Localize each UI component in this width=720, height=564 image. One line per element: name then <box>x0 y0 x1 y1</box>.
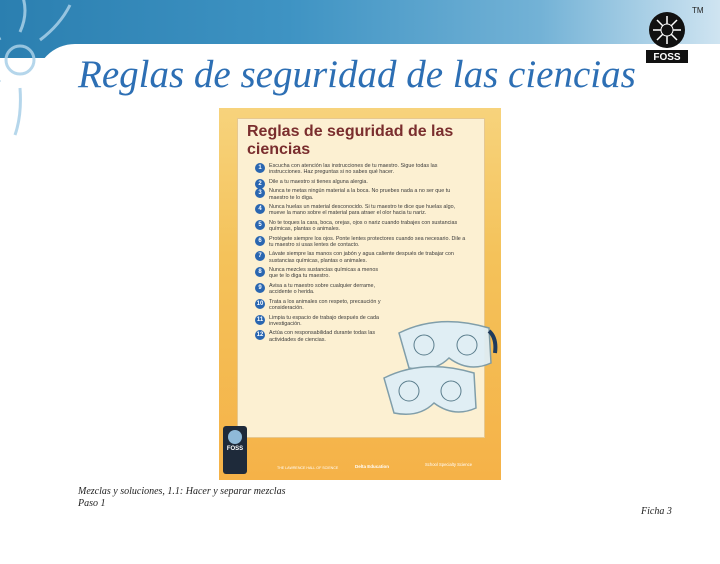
lawrence-hall-logo <box>277 466 339 470</box>
rule-item <box>255 299 384 312</box>
rule-text: Protégete siempre los ojos. Ponte lentes protectores cuando sea necesario. Dile a tu maestro si usas lentes de contacto. <box>269 235 466 248</box>
footer-caption-line1: Mezclas y soluciones, 1.1: Hacer y separar mezclas <box>78 486 286 497</box>
school-specialty-logo <box>425 462 473 467</box>
rule-item <box>255 283 384 296</box>
footer-caption <box>78 486 285 510</box>
poster-title: Reglas de seguridad de las ciencias <box>247 123 454 158</box>
rule-item <box>255 330 384 343</box>
rule-number-badge: 11 <box>256 316 264 323</box>
rule-item <box>255 179 467 185</box>
poster-footer <box>219 438 501 480</box>
rule-item <box>255 251 467 264</box>
safety-poster <box>219 108 501 480</box>
rule-text: Limpia tu espacio de trabajo después de cada investigación. <box>269 314 379 327</box>
page-title: Reglas de seguridad de las ciencias <box>78 53 636 96</box>
rule-text: Actúa con responsabilidad durante todas las actividades de ciencias. <box>269 330 376 343</box>
rule-text: Lávate siempre las manos con jabón y agua caliente después de trabajar con sustancias químicas, plantas o animales. <box>269 251 454 264</box>
rule-number-badge: 8 <box>255 267 265 277</box>
rule-text: Escucha con atención las instrucciones de tu maestro. Sigue todas las instrucciones. Haz preguntas si no sabes qué hacer. <box>269 163 438 176</box>
rule-number-badge: 6 <box>255 236 265 246</box>
rule-text: Avisa a tu maestro sobre cualquier derrame, accidente o herida. <box>269 282 375 296</box>
rule-number-badge: 4 <box>255 204 265 214</box>
rule-item <box>255 236 467 249</box>
lawrence-hall-text: THE LAWRENCE HALL OF SCIENCE <box>277 466 339 470</box>
rule-item <box>255 315 384 328</box>
rule-item <box>255 163 467 176</box>
rule-text: Nunca te metas ningún material a la boca. No pruebes nada a no ser que tu maestro te lo diga. <box>269 188 451 201</box>
foss-seal-icon <box>223 426 247 474</box>
rule-item <box>255 267 384 280</box>
rule-item <box>255 220 467 233</box>
logo-text: FOSS <box>653 52 681 63</box>
rule-number-badge: 1 <box>255 163 265 173</box>
rule-number-badge: 9 <box>255 283 265 293</box>
rule-number-badge: 12 <box>256 332 264 339</box>
trademark-label: TM <box>692 6 704 15</box>
school-specialty-text: School Specialty Science <box>425 462 473 467</box>
rule-item <box>255 204 467 217</box>
rule-text: No te toques la cara, boca, orejas, ojos o nariz cuando trabajes con sustancias químicas, plantas o animales. <box>269 219 458 233</box>
rule-number-badge: 5 <box>255 220 265 230</box>
rule-text: Trata a los animales con respeto, precaución y consideración. <box>269 298 381 312</box>
foss-logo-icon <box>644 8 690 64</box>
rule-item <box>255 188 467 201</box>
page-label: Ficha 3 <box>641 506 672 517</box>
rule-number-badge: 3 <box>255 188 265 198</box>
safety-goggles-icon <box>379 303 499 423</box>
delta-education-text: Delta Education <box>355 464 390 469</box>
rule-number-badge: 7 <box>255 251 265 261</box>
rule-number-badge: 10 <box>256 300 264 307</box>
delta-education-logo <box>355 464 389 469</box>
footer-caption-line2: Paso 1 <box>78 498 106 509</box>
rule-text: Nunca huelas un material desconocido. Si tu maestro te dice que huelas algo, mueve la mano sobre el material para atraer el olor hacia tu nariz. <box>269 204 456 217</box>
rule-text: Dile a tu maestro si tienes alguna alergia. <box>269 178 368 185</box>
rule-text: Nunca mezcles sustancias químicas a menos que te lo diga tu maestro. <box>269 267 379 280</box>
rule-number-badge: 2 <box>255 179 265 189</box>
foss-seal-label: FOSS <box>226 446 244 452</box>
